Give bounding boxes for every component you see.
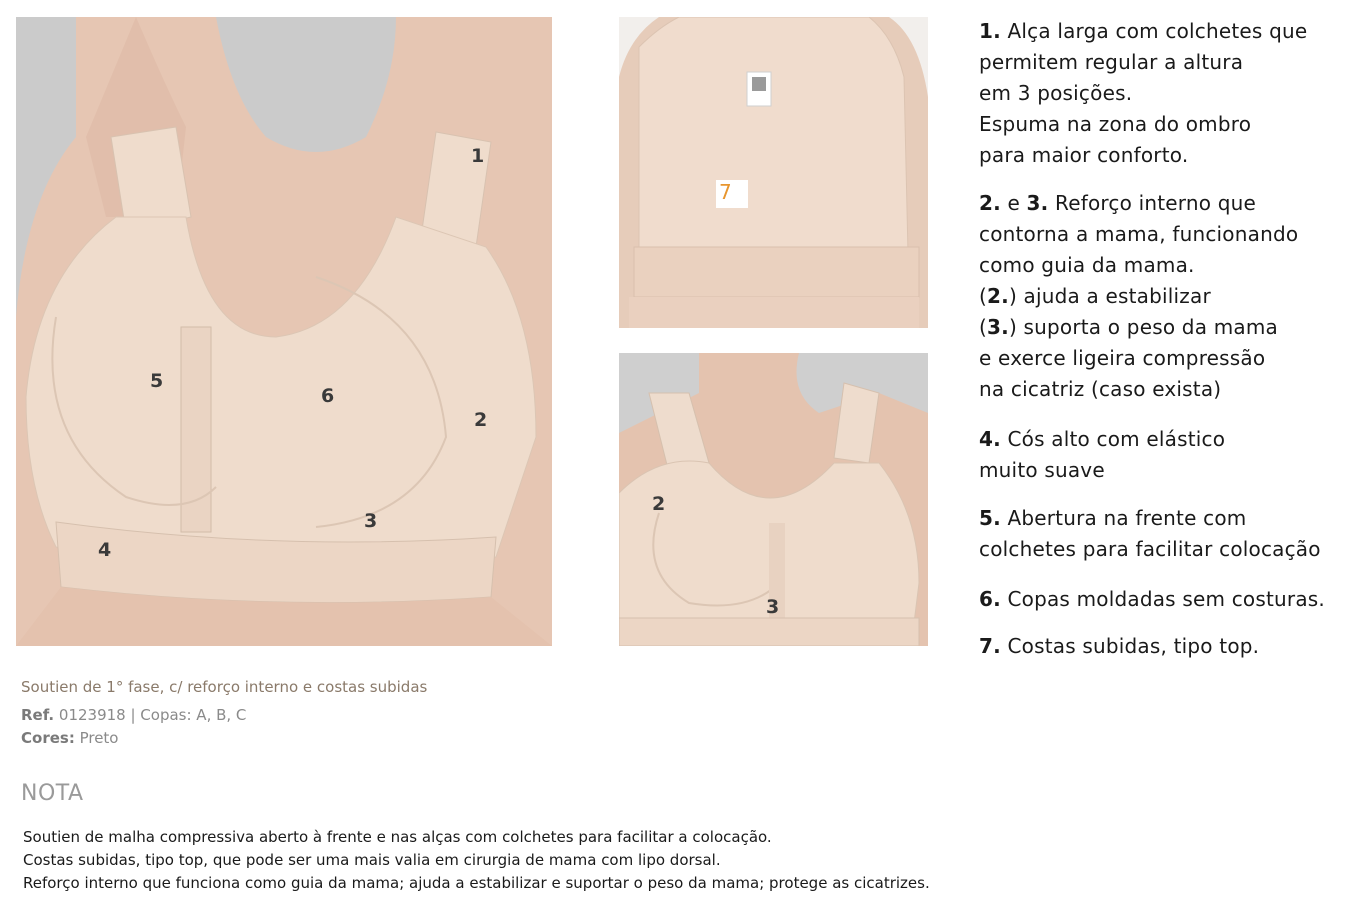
feature-text: e (1000, 191, 1027, 215)
feature-line: e exerce ligeira compressão (979, 346, 1266, 370)
feature-number: 6. (979, 587, 1001, 611)
nota-body (23, 826, 930, 895)
ref-label: Ref. (21, 706, 55, 724)
marker-7: 7 (716, 180, 748, 208)
feature-number: 1. (979, 19, 1001, 43)
feature-2-3 (979, 188, 1359, 405)
marker-5: 5 (150, 370, 164, 392)
feature-line (979, 312, 1359, 343)
main-product-image (16, 17, 552, 646)
colors-value: Preto (74, 729, 119, 747)
feature-line (979, 16, 1359, 47)
feature-line: Espuma na zona do ombro (979, 112, 1252, 136)
feature-number: 3. (1026, 191, 1049, 215)
feature-text: ) suporta o peso da mama (1008, 315, 1278, 339)
ref-value: 0123918 | Copas: A, B, C (54, 706, 247, 724)
feature-number: 5. (979, 506, 1001, 530)
feature-line (979, 631, 1359, 662)
feature-line: colchetes para facilitar colocação (979, 537, 1321, 561)
marker-6: 6 (321, 385, 335, 407)
feature-line: na cicatriz (caso exista) (979, 377, 1222, 401)
feature-text: Abertura na frente com (1000, 506, 1247, 530)
feature-text: Cós alto com elástico (1000, 427, 1226, 451)
feature-line (979, 584, 1359, 615)
paren: ( (979, 284, 988, 308)
feature-line: permitem regular a altura (979, 50, 1244, 74)
feature-number: 3. (987, 315, 1009, 339)
feature-line (979, 188, 1359, 219)
nota-title: NOTA (21, 781, 84, 806)
feature-number: 7. (979, 634, 1001, 658)
marker-2: 2 (474, 409, 488, 431)
feature-text: Reforço interno que (1048, 191, 1256, 215)
marker-3: 3 (766, 596, 780, 618)
feature-line (979, 424, 1359, 455)
feature-line: como guia da mama. (979, 253, 1195, 277)
feature-line: para maior conforto. (979, 143, 1189, 167)
feature-7 (979, 631, 1359, 662)
mannequin-image (619, 353, 928, 646)
product-name: Soutien de 1° fase, c/ reforço interno e costas subidas (21, 678, 428, 696)
feature-1 (979, 16, 1359, 171)
feature-number: 4. (979, 427, 1001, 451)
feature-text: Copas moldadas sem costuras. (1000, 587, 1325, 611)
product-colors (21, 729, 119, 747)
nota-line: Reforço interno que funciona como guia da mama; ajuda a estabilizar e suportar o peso da mama; protege as cicatrizes. (23, 874, 930, 892)
feature-4 (979, 424, 1359, 486)
colors-label: Cores: (21, 729, 75, 747)
product-ref (21, 706, 246, 724)
feature-6 (979, 584, 1359, 615)
paren: ( (979, 315, 988, 339)
feature-line (979, 503, 1359, 534)
feature-line: em 3 posições. (979, 81, 1133, 105)
marker-3: 3 (364, 510, 378, 532)
feature-number: 2. (987, 284, 1009, 308)
feature-5 (979, 503, 1359, 565)
feature-line: contorna a mama, funcionando (979, 222, 1299, 246)
marker-1: 1 (471, 145, 485, 167)
feature-text: Alça larga com colchetes que (1000, 19, 1308, 43)
feature-line (979, 281, 1359, 312)
marker-4: 4 (98, 539, 112, 561)
feature-text: ) ajuda a estabilizar (1008, 284, 1211, 308)
nota-line: Soutien de malha compressiva aberto à frente e nas alças com colchetes para facilitar a colocação. (23, 828, 772, 846)
marker-2: 2 (652, 493, 666, 515)
back-view-image (619, 17, 928, 328)
features-list (979, 16, 1359, 662)
feature-text: Costas subidas, tipo top. (1000, 634, 1260, 658)
nota-line: Costas subidas, tipo top, que pode ser uma mais valia em cirurgia de mama com lipo dorsal. (23, 851, 721, 869)
feature-line: muito suave (979, 458, 1105, 482)
feature-number: 2. (979, 191, 1001, 215)
